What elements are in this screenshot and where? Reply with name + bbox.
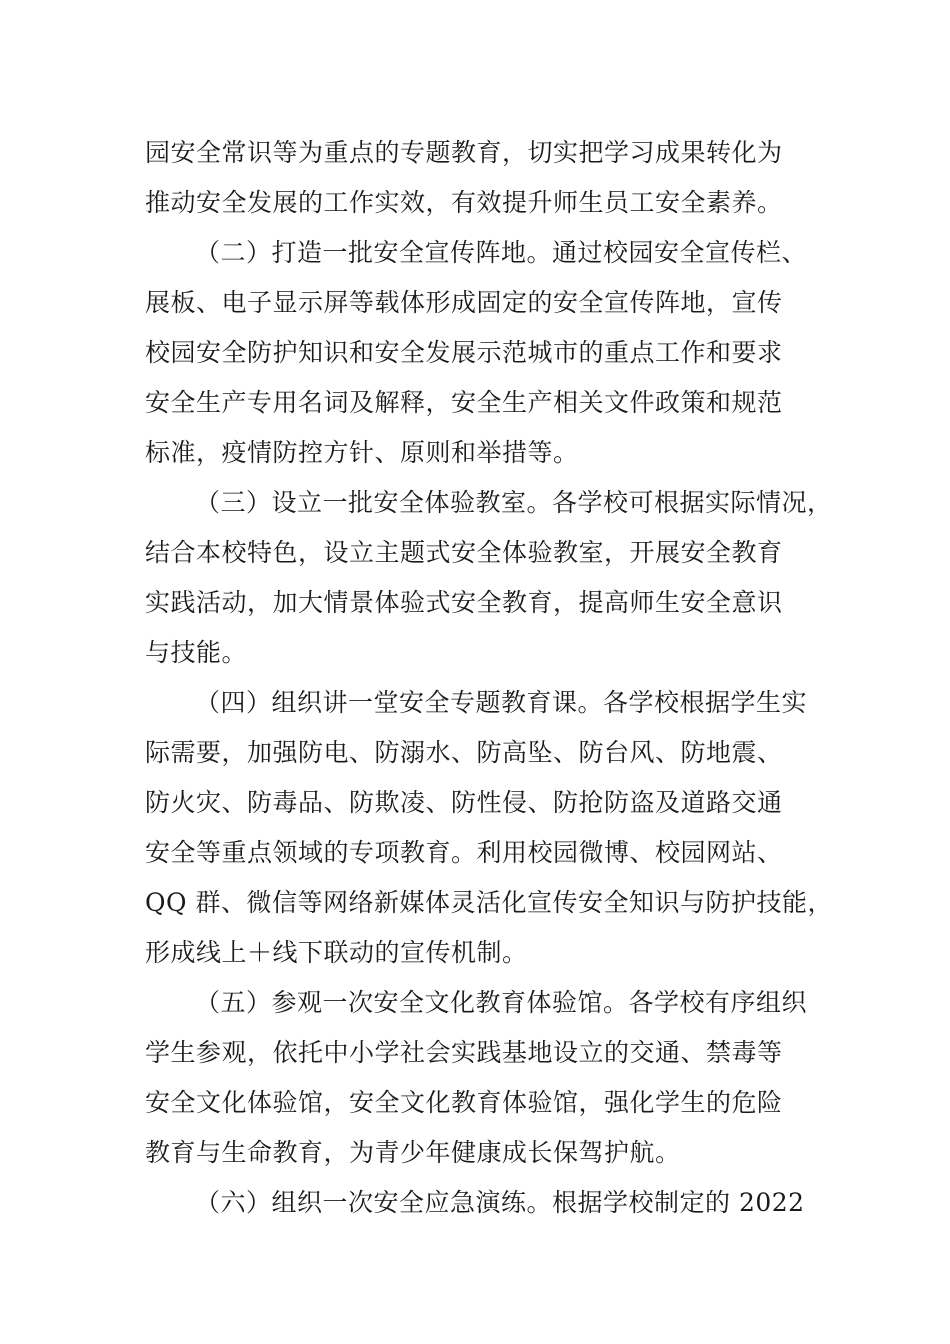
text-line: 学生参观，依托中小学社会实践基地设立的交通、禁毒等 (145, 1038, 783, 1067)
text-line: 标准，疫情防控方针、原则和举措等。 (145, 438, 579, 467)
document-body (145, 128, 833, 1228)
section-three-heading-line: （三）设立一批安全体验教室。各学校可根据实际情况， (195, 488, 833, 517)
text-line: 展板、电子显示屏等载体形成固定的安全宣传阵地，宣传 (145, 288, 783, 317)
text-line: 与技能。 (145, 638, 248, 667)
text-line: 防火灾、防毒品、防欺凌、防性侵、防抢防盗及道路交通 (145, 788, 783, 817)
text-line: QQ 群、微信等网络新媒体灵活化宣传安全知识与防护技能， (145, 888, 833, 917)
text-line: 推动安全发展的工作实效，有效提升师生员工安全素养。 (145, 188, 783, 217)
section-four-heading-line: （四）组织讲一堂安全专题教育课。各学校根据学生实 (195, 688, 808, 717)
text-line: 际需要，加强防电、防溺水、防高坠、防台风、防地震、 (145, 738, 783, 767)
text-line: 安全等重点领域的专项教育。利用校园微博、校园网站、 (145, 838, 783, 867)
text-line: 结合本校特色，设立主题式安全体验教室，开展安全教育 (145, 538, 783, 567)
text-line: 实践活动，加大情景体验式安全教育，提高师生安全意识 (145, 588, 783, 617)
text-line: 形成线上＋线下联动的宣传机制。 (145, 938, 528, 967)
section-five-heading-line: （五）参观一次安全文化教育体验馆。各学校有序组织 (195, 988, 808, 1017)
text-line: 园安全常识等为重点的专题教育，切实把学习成果转化为 (145, 138, 783, 167)
text-line: 教育与生命教育，为青少年健康成长保驾护航。 (145, 1138, 681, 1167)
section-two-heading-line: （二）打造一批安全宣传阵地。通过校园安全宣传栏、 (195, 238, 808, 267)
text-line: 校园安全防护知识和安全发展示范城市的重点工作和要求 (145, 338, 783, 367)
text-line: 安全文化体验馆，安全文化教育体验馆，强化学生的危险 (145, 1088, 783, 1117)
text-line: 安全生产专用名词及解释，安全生产相关文件政策和规范 (145, 388, 783, 417)
section-six-heading-line: （六）组织一次安全应急演练。根据学校制定的 2022 (195, 1188, 805, 1217)
